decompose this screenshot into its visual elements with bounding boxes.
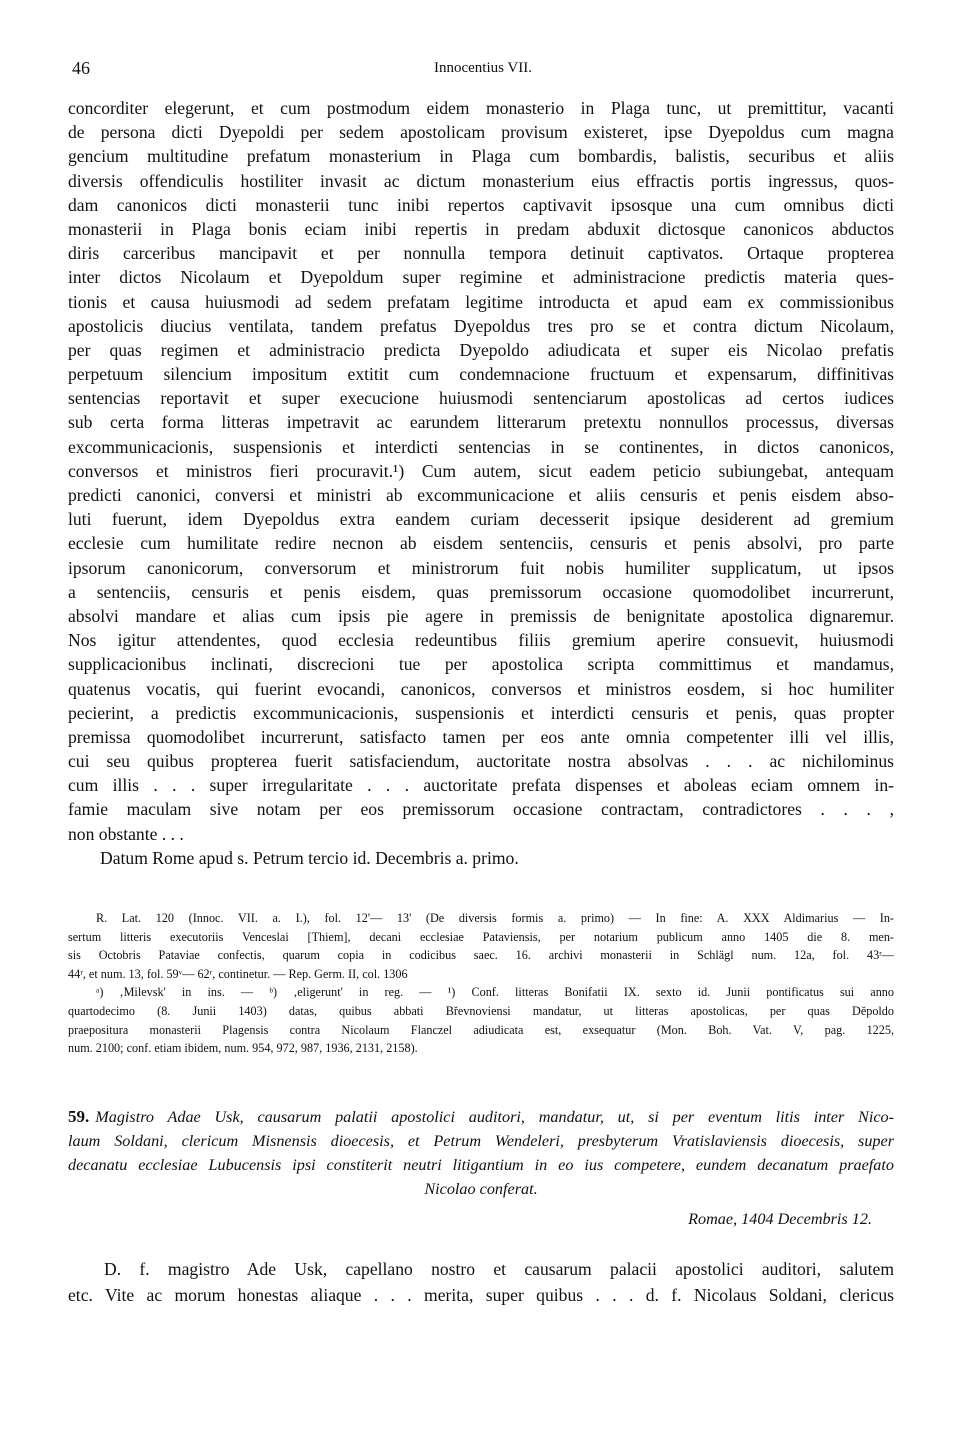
note-line: 44ʳ, et num. 13, fol. 59ᵛ— 62ʳ, continetur. — Rep. Germ. II, col. 1306 — [68, 966, 408, 981]
text-line: ipsorum canonicorum, conversorum et ministrorum fuit nobis humiliter supplicatum, ut ipsos — [68, 557, 894, 578]
text-line: Nos igitur attendentes, quod ecclesia redeuntibus filiis gremium aperire consuevit, huiusmodi — [68, 630, 894, 651]
text-line: excommunicacionis, suspensionis et interdicti sentencias in se continentes, in dictos canonicos, — [68, 436, 894, 457]
page-number: 46 — [72, 58, 90, 78]
text-line: inter dictos Nicolaum et Dyepoldum super regimine et administracione predictis materia ques- — [68, 267, 894, 288]
text-line: absolvi mandare et alias cum ipsis pie agere in premissis de benignitate apostolica dignaremur. — [68, 605, 894, 626]
text-line: sentencias reportavit et super execucione huiusmodi sentenciarum apostolicas ad certos iudices — [68, 388, 894, 409]
document-item-59 — [68, 1105, 894, 1231]
running-title: Innocentius VII. — [433, 60, 533, 76]
text-line: premissa quomodolibet incurrerunt, satisfacto tamen per eos ante omnia competenter illi vel illis, — [68, 726, 894, 747]
regest-line — [68, 1105, 894, 1129]
apparatus-line: ᵃ) ‚Milevsk' in ins. — ᵇ) ‚eligerunt' in reg. — ¹) Conf. litteras Bonifatii IX. sexto id. Junii pontificatus sui anno — [96, 985, 894, 1000]
apparatus-line: praepositura monasterii Plagensis contra Nicolaum Flanczel adiudicata est, exsequatur (Mon. Boh. Vat. V, pag. 1225, — [68, 1022, 894, 1037]
text-line: dam canonicos dicti monasterii tunc inibi repertos captivavit ipsosque una cum omnibus dicti — [68, 194, 894, 215]
regest-line: decanatu ecclesiae Lubucensis ipsi constiterit neutri litigantium in eo ius competere, eundem decanatum praefato — [68, 1156, 894, 1174]
text-line: cui seu quibus propterea fuerit satisfaciendum, auctoritate nostra absolvas . . . ac nichilominus — [68, 751, 894, 772]
text-line: pecierint, a predictis excommunicacionis, suspensionis et interdicti censuris et penis, quas propter — [68, 702, 894, 723]
text-line: etc. Vite ac morum honestas aliaque . . . merita, super quibus . . . d. f. Nicolaus Soldani, clericus — [68, 1285, 894, 1305]
text-line: non obstante . . . — [68, 823, 184, 844]
regest-text: Magistro Adae Usk, causarum palatii apostolici auditori, mandatur, ut, si per eventum litis inter Nico- — [95, 1108, 894, 1126]
date-line: Datum Rome apud s. Petrum tercio id. Decembris a. primo. — [100, 847, 519, 868]
item-text — [68, 1256, 894, 1308]
regest-line: Nicolao conferat. — [424, 1180, 538, 1198]
text-line: predicti canonici, conversi et ministri ab excommunicacione et aliis censuris et penis eisdem abso- — [68, 485, 894, 505]
note-line: sis Octobris Pataviae confectis, quarum copia in codicibus saec. 16. archivi monasterii in Schlägl num. 12a, fol. 43ʳ— — [68, 948, 894, 963]
text-line: gencium multitudine prefatum monasterium in Plaga cum bombardis, balistis, securibus et aliis — [68, 146, 894, 167]
text-line: luti fuerunt, idem Dyepoldus extra eandem curiam decesserit ipsique desiderent ad gremium — [68, 509, 894, 530]
apparatus-line: num. 2100; conf. etiam ibidem, num. 954, 972, 987, 1936, 2131, 2158). — [68, 1041, 418, 1056]
text-line: supplicacionibus inclinati, discrecioni tue per apostolica scripta committimus et mandamus, — [68, 654, 894, 675]
item-number: 59. — [68, 1107, 90, 1126]
text-line: D. f. magistro Ade Usk, capellano nostro et causarum palacii apostolici auditori, salutem — [104, 1259, 894, 1279]
source-notes — [68, 909, 894, 1058]
text-line: conversos et ministros fieri procuravit.¹) Cum autem, sicut eadem peticio subiungebat, antequam — [68, 460, 894, 481]
text-line: ecclesie cum humilitate redire necnon ab eisdem sentenciis, censuris et penis absolvi, pro parte — [68, 533, 894, 554]
text-line: tionis et causa huiusmodi ad sedem prefatam legitime introducta et apud eam ex commissionibus — [68, 291, 894, 312]
text-line: famie maculam sive notam per eos premissorum occasione contractam, contradictores . . . , — [68, 799, 894, 820]
text-line: apostolicis diucius ventilata, tandem prefatus Dyepoldus tres pro se et contra dictum Nicolaum, — [68, 315, 894, 336]
text-line: a sentenciis, censuris et penis eisdem, quas premissorum occasione quomodolibet incurrerunt, — [68, 581, 894, 602]
text-line: de persona dicti Dyepoldi per sedem apostolicam provisum existeret, ipse Dyepoldus cum magna — [68, 122, 894, 143]
text-line: monasterii in Plaga bonis eciam inibi repertis in predam abduxit dictosque canonicos abductos — [68, 218, 894, 239]
note-line: sertum litteris executoriis Venceslai [Thiem], decani ecclesiae Pataviensis, per notarium publicum anno 1405 die 8. men- — [68, 929, 894, 944]
text-line: perpetuum silencium impositum extitit cum condemnacione fructuum et expensarum, diffinitivas — [68, 364, 894, 385]
text-line: diris carceribus mancipavit et per nonnulla tempora detinuit captivatos. Ortaque propterea — [68, 243, 894, 264]
main-text — [68, 96, 894, 870]
text-line: concorditer elegerunt, et cum postmodum eidem monasterio in Plaga tunc, ut premittitur, vacanti — [68, 98, 894, 118]
text-line: sub certa forma litteras impetravit ac earundem litterarum pretextu nonnullos processus, diversas — [68, 412, 894, 433]
apparatus-line: quartodecimo (8. Junii 1403) datas, quibus abbati Břevnoviensi mandatur, ut litteras apostolicas, per quas Děpoldo — [68, 1003, 894, 1018]
page-header — [72, 58, 894, 82]
note-line: R. Lat. 120 (Innoc. VII. a. I.), fol. 12'— 13' (De diversis formis a. primo) — In fine: A. XXX Aldimarius — In- — [96, 911, 894, 925]
regest-line: laum Soldani, clericum Misnensis dioecesis, et Petrum Wendeleri, presbyterum Vratislaviensis dioecesis, super — [68, 1132, 894, 1150]
text-line: diversis offendiculis hostiliter invasit ac dictum monasterium eius effractis portis ingressus, quos- — [68, 170, 894, 191]
text-line: quatenus vocatis, qui fuerint evocandi, canonicos, conversos et ministros eosdem, si hoc humiliter — [68, 678, 894, 699]
text-line: cum illis . . . super irregularitate . . . auctoritate prefata dispenses et aboleas eciam omnem in- — [68, 775, 894, 796]
place-date: Romae, 1404 Decembris 12. — [688, 1210, 872, 1228]
text-line: per quas regimen et administracio predicta Dyepoldo adiudicata et super eis Nicolao prefatis — [68, 339, 894, 360]
